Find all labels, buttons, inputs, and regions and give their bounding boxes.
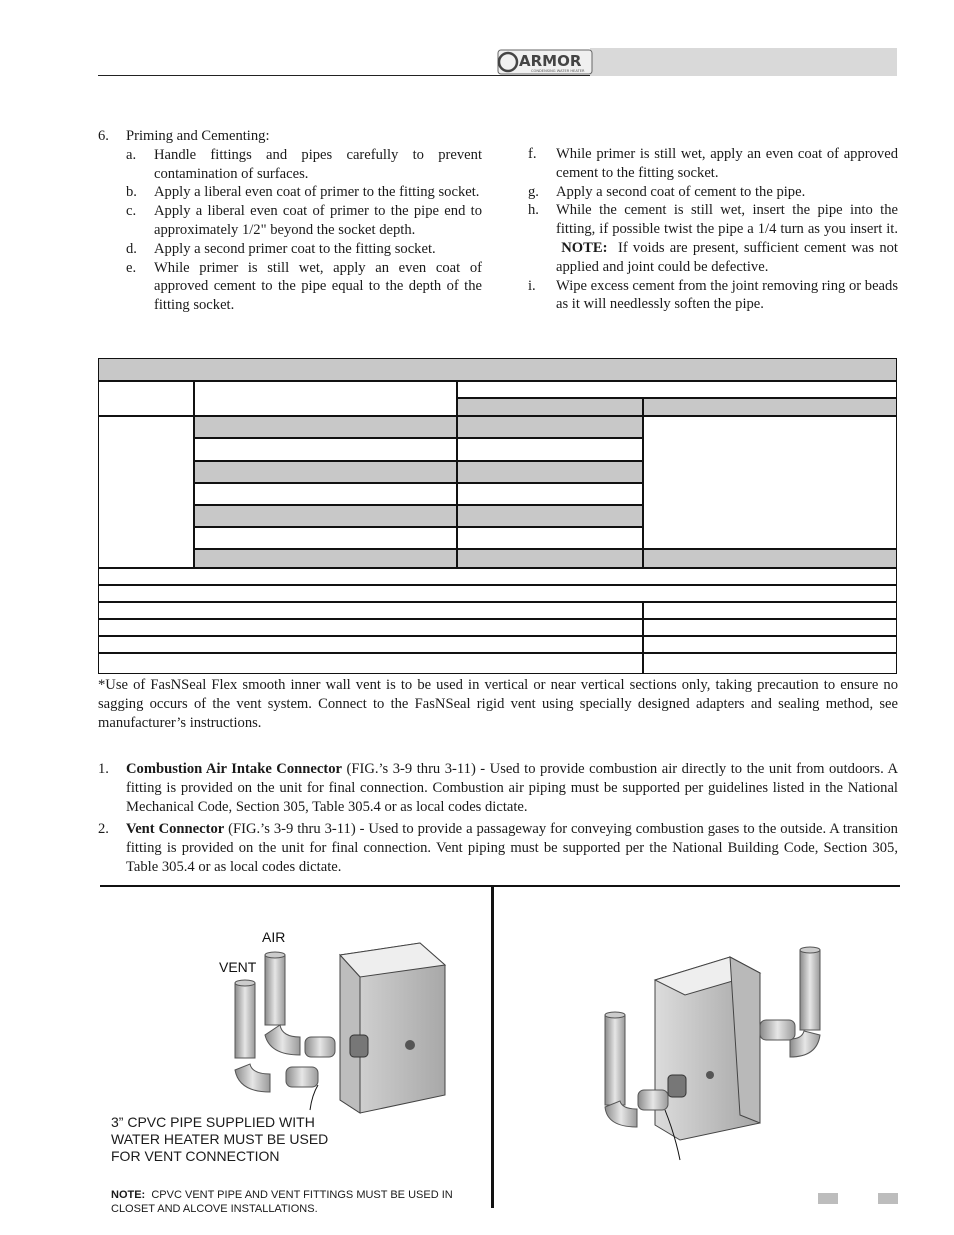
vent-label: VENT bbox=[219, 959, 257, 975]
header-rule bbox=[98, 75, 590, 76]
item-mark: i. bbox=[528, 277, 536, 294]
item-text: Handle fittings and pipes carefully to prevent contamination of surfaces. bbox=[154, 146, 482, 182]
list-item bbox=[98, 202, 482, 240]
list-item bbox=[98, 259, 482, 315]
item-number: 2. bbox=[98, 821, 109, 837]
list-item bbox=[528, 277, 898, 315]
figure-divider bbox=[491, 886, 494, 1208]
table-line bbox=[194, 482, 642, 484]
item-text bbox=[556, 201, 898, 276]
table-line bbox=[194, 460, 642, 462]
figure-top-rule bbox=[100, 885, 900, 887]
item-mark: e. bbox=[126, 259, 137, 276]
table-line bbox=[98, 415, 897, 417]
item-body: (FIG.’s 3-9 thru 3-11) - Used to provide combustion air directly to the unit from outdoors. A fitting is provided on the unit for final connection. Combustion air piping must be supported per guidelines listed in the National Mechanical Code, Section 305, Table 305.4 or as local codes dictate. bbox=[126, 761, 898, 815]
item-number: 1. bbox=[98, 761, 109, 777]
item-mark: b. bbox=[126, 184, 137, 201]
item-text bbox=[126, 760, 898, 817]
item-mark: c. bbox=[126, 203, 137, 220]
table-line bbox=[98, 618, 897, 620]
table-line bbox=[98, 635, 897, 637]
air-label: AIR bbox=[262, 929, 286, 945]
step-number: 6. bbox=[98, 128, 109, 144]
list-item bbox=[98, 146, 482, 184]
item-mark: f. bbox=[528, 146, 537, 162]
armor-logo bbox=[497, 49, 593, 75]
water-heater-illustration-right bbox=[600, 945, 840, 1165]
item-text: Apply a liberal even coat of primer to the fitting socket. bbox=[154, 184, 480, 201]
item-text bbox=[126, 820, 898, 877]
water-heater-illustration-left bbox=[220, 935, 470, 1125]
list-item bbox=[98, 183, 482, 202]
priming-steps-left bbox=[98, 127, 482, 315]
item-text: Apply a second coat of cement to the pipe. bbox=[556, 183, 806, 200]
table-line bbox=[98, 380, 897, 382]
page-marker-right bbox=[878, 1193, 898, 1204]
item-mark: g. bbox=[528, 183, 539, 200]
step-title: Priming and Cementing: bbox=[126, 128, 270, 144]
table-line bbox=[194, 437, 642, 439]
table-line bbox=[456, 380, 458, 567]
list-item bbox=[98, 760, 898, 817]
priming-steps-right bbox=[528, 145, 898, 314]
table-line bbox=[194, 548, 897, 550]
item-text: While primer is still wet, apply an even coat of approved cement to the fitting socket. bbox=[556, 146, 898, 181]
table-line bbox=[642, 397, 644, 567]
logo-tagline-text: CONDENSING WATER HEATER bbox=[531, 69, 585, 73]
connector-list bbox=[98, 760, 898, 880]
item-text: Apply a second primer coat to the fitting socket. bbox=[154, 240, 436, 257]
list-item bbox=[98, 240, 482, 259]
table-line bbox=[98, 601, 897, 603]
item-mark: a. bbox=[126, 146, 137, 163]
list-item bbox=[98, 820, 898, 877]
list-item bbox=[528, 201, 898, 276]
table-line bbox=[194, 504, 642, 506]
table-border bbox=[98, 358, 897, 674]
cpvc-note: 3” CPVC PIPE SUPPLIED WITH WATER HEATER MUST BE USED FOR VENT CONNECTION bbox=[111, 1114, 329, 1164]
item-text: While primer is still wet, apply an even coat of approved cement to the pipe equal to the depth of the fitting socket. bbox=[154, 259, 482, 314]
item-mark: d. bbox=[126, 240, 137, 257]
closet-note-text: CPVC VENT PIPE AND VENT FITTINGS MUST BE USED IN CLOSET AND ALCOVE INSTALLATIONS. bbox=[111, 1189, 453, 1215]
item-title: Vent Connector bbox=[126, 821, 225, 837]
note-label: NOTE: bbox=[561, 239, 608, 256]
logo-brand-text: ARMOR bbox=[519, 52, 582, 70]
table-line bbox=[98, 652, 897, 654]
table-line bbox=[457, 397, 897, 399]
table-footnote: *Use of FasNSeal Flex smooth inner wall vent is to be used in vertical or near vertical sections only, taking precaution to ensure no sagging occurs of the vent system. Connect to the FasNSeal rigid vent using specially designed adapters and sealing method, see manufacturer’s instructions. bbox=[98, 677, 898, 731]
item-text-before: While the cement is still wet, insert the pipe into the fitting, if possible twist the pipe a 1/4 turn as you insert it. bbox=[556, 202, 898, 238]
item-body: (FIG.’s 3-9 thru 3-11) - Used to provide a passageway for conveying combustion gases to the outside. A transition fitting is provided on the unit for final connection. Vent piping must be supported per the National Building Code, Section 305, Table 305.4 or as local codes dictate. bbox=[126, 821, 898, 875]
table-line bbox=[194, 526, 642, 528]
page-marker-left bbox=[818, 1193, 838, 1204]
item-text: Wipe excess cement from the joint removing ring or beads as it will needlessly soften the pipe. bbox=[556, 277, 898, 313]
table-line bbox=[193, 380, 195, 567]
list-item bbox=[528, 145, 898, 183]
closet-note bbox=[111, 1188, 481, 1216]
table-line bbox=[98, 584, 897, 586]
priming-heading bbox=[98, 127, 482, 146]
table-line bbox=[642, 601, 644, 674]
item-text-after: If voids are present, sufficient cement was not applied and joint could be defective. bbox=[556, 239, 898, 275]
list-item bbox=[528, 183, 898, 202]
header-band bbox=[590, 48, 897, 76]
item-title: Combustion Air Intake Connector bbox=[126, 761, 342, 777]
item-mark: h. bbox=[528, 202, 539, 219]
closet-note-label: NOTE: bbox=[111, 1189, 146, 1201]
table-line bbox=[98, 567, 897, 569]
item-text: Apply a liberal even coat of primer to the pipe end to approximately 1/2" beyond the socket depth. bbox=[154, 203, 482, 238]
